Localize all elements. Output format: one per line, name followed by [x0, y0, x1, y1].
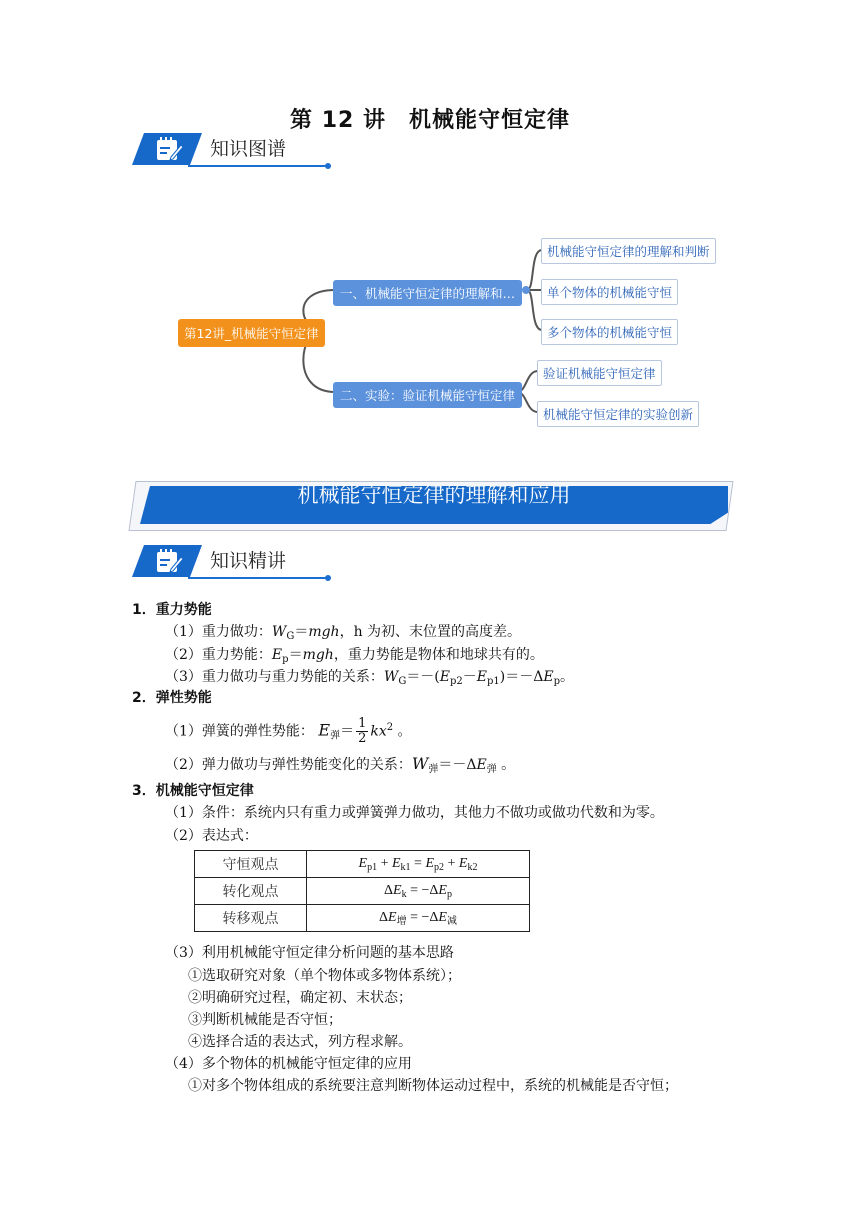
table-cell-formula: $\Delta E_增 = -\Delta E_减$ [307, 905, 530, 932]
mindmap-leaf[interactable]: 机械能守恒定律的实验创新 [537, 401, 699, 427]
section-header-label: 知识图谱 [210, 138, 287, 160]
heading-conservation-law: 3．机械能守恒定律 [132, 783, 254, 799]
banner-title: 机械能守恒定律的理解和应用 [297, 483, 571, 507]
table-cell-formula: $E_{p1} + E_{k1} = E_{p2} + E_{k2}$ [307, 851, 530, 878]
text-line: （4）多个物体的机械能守恒定律的应用 [165, 1056, 412, 1072]
table-cell-view: 守恒观点 [195, 851, 307, 878]
text-line: （1）条件：系统内只有重力或弹簧弹力做功，其他力不做功或做功代数和为零。 [165, 805, 664, 821]
section-header-label: 知识精讲 [210, 550, 287, 572]
section-underline-dot [325, 575, 331, 581]
mindmap-leaf[interactable]: 验证机械能守恒定律 [537, 360, 662, 386]
table-cell-formula: $\Delta E_k = -\Delta E_p$ [307, 878, 530, 905]
heading-elastic-pe: 2．弹性势能 [132, 690, 212, 706]
table-cell-view: 转化观点 [195, 878, 307, 905]
table-row [195, 878, 530, 905]
list-item: ①对多个物体组成的系统要注意判断物体运动过程中，系统的机械能是否守恒； [188, 1078, 678, 1094]
text-line: （2）弹力做功与弹性势能变化的关系：$W_弹=-\Delta E_弹$ 。 [165, 754, 516, 775]
section-underline [188, 577, 328, 579]
table-row [195, 851, 530, 878]
mindmap-branch-1[interactable]: 一、机械能守恒定律的理解和… [333, 280, 522, 306]
text-line: （3）重力做功与重力势能的关系：$W_G=-(E_{p2}-E_{p1})=-\Delta E_p$。 [165, 669, 574, 687]
heading-gravitational-pe: 1．重力势能 [132, 602, 212, 618]
mindmap-root[interactable]: 第12讲_机械能守恒定律 [178, 319, 325, 347]
list-item: ④选择合适的表达式，列方程求解。 [188, 1034, 412, 1050]
list-item: ③判断机械能是否守恒； [188, 1012, 342, 1028]
mindmap-leaf[interactable]: 单个物体的机械能守恒 [541, 279, 678, 305]
mindmap-branch-2[interactable]: 二、实验：验证机械能守恒定律 [333, 382, 522, 408]
section-header-knowledge-lecture [132, 545, 332, 579]
page-title: 第 12 讲 机械能守恒定律 [290, 108, 570, 133]
text-line: （1）弹簧的弹性势能： $E_弹=$ $\frac{1}{2}$ $kx^2$ 。 [165, 716, 412, 747]
text-line: （1）重力做功：$W_G=mgh$，h 为初、末位置的高度差。 [165, 624, 522, 642]
list-item: ①选取研究对象（单个物体或多物体系统）； [188, 968, 461, 984]
mindmap-leaf[interactable]: 机械能守恒定律的理解和判断 [541, 238, 716, 264]
mindmap-leaf[interactable]: 多个物体的机械能守恒 [541, 319, 678, 345]
text-line: （2）重力势能：$E_p=mgh$，重力势能是物体和地球共有的。 [165, 647, 544, 665]
table-row [195, 905, 530, 932]
list-item: ②明确研究过程，确定初、末状态； [188, 990, 412, 1006]
table-cell-view: 转移观点 [195, 905, 307, 932]
notepad-icon [154, 548, 184, 574]
expression-table [194, 850, 530, 932]
text-line: （2）表达式： [165, 828, 258, 844]
text-line: （3）利用机械能守恒定律分析问题的基本思路 [165, 945, 454, 961]
